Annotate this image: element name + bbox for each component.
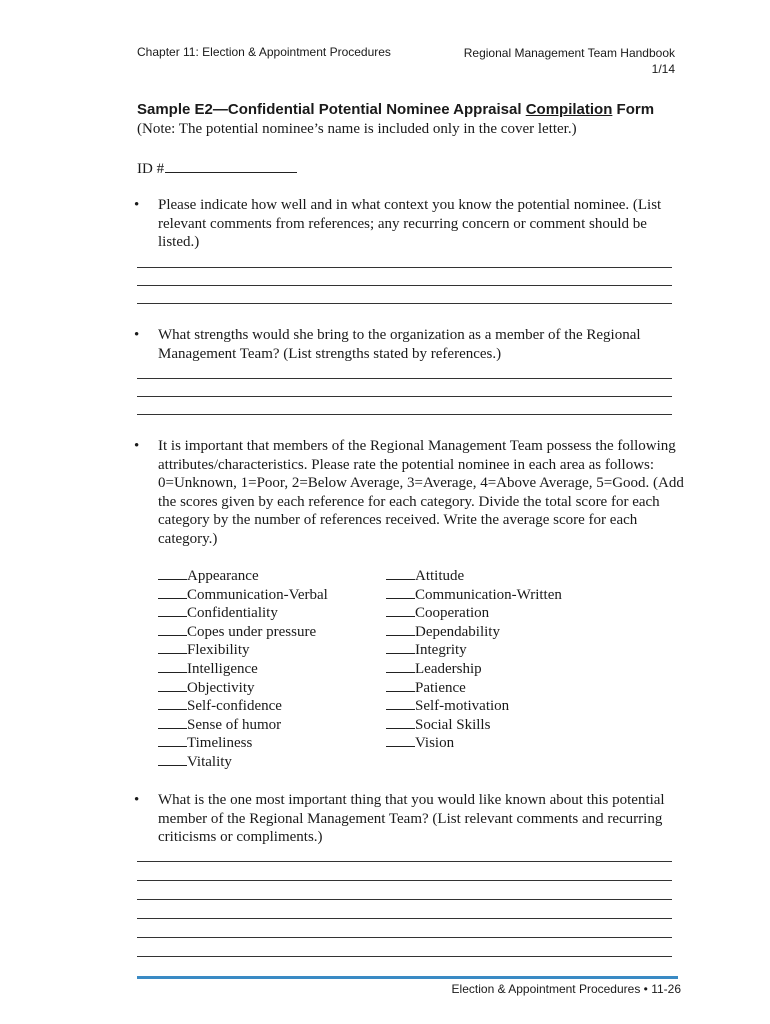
attribute-label: Copes under pressure bbox=[187, 623, 317, 640]
footer-text: Election & Appointment Procedures • 11-26 bbox=[451, 982, 681, 996]
attribute-label: Flexibility bbox=[187, 642, 250, 659]
attribute-row bbox=[386, 697, 562, 716]
footer-divider bbox=[137, 976, 678, 979]
attribute-label: Confidentiality bbox=[187, 605, 278, 622]
attribute-label: Communication-Verbal bbox=[187, 586, 328, 603]
attributes-left-column bbox=[158, 567, 328, 772]
title-suffix: Form bbox=[612, 101, 655, 118]
score-blank[interactable] bbox=[158, 734, 187, 747]
attribute-row bbox=[158, 716, 328, 735]
score-blank[interactable] bbox=[386, 679, 415, 692]
attribute-label: Communication-Written bbox=[415, 586, 562, 603]
answer-line[interactable] bbox=[137, 918, 672, 919]
answer-line[interactable] bbox=[137, 396, 672, 397]
score-blank[interactable] bbox=[158, 679, 187, 692]
score-blank[interactable] bbox=[386, 734, 415, 747]
answer-line[interactable] bbox=[137, 267, 672, 268]
attribute-label: Dependability bbox=[415, 623, 500, 640]
handbook-header bbox=[464, 45, 675, 77]
score-blank[interactable] bbox=[386, 641, 415, 654]
handbook-title: Regional Management Team Handbook bbox=[463, 46, 675, 60]
answer-line[interactable] bbox=[137, 899, 672, 900]
score-blank[interactable] bbox=[158, 586, 187, 599]
bullet-icon: • bbox=[134, 197, 140, 213]
score-blank[interactable] bbox=[158, 697, 187, 710]
bullet-icon: • bbox=[134, 327, 140, 343]
attribute-row bbox=[158, 734, 328, 753]
question-2-text: What strengths would she bring to the organization as a member of the Regional Management Team? (List strengths stated by references.) bbox=[158, 327, 641, 362]
score-blank[interactable] bbox=[158, 623, 187, 636]
attribute-label: Self-motivation bbox=[415, 698, 510, 715]
attribute-row bbox=[386, 641, 562, 660]
score-blank[interactable] bbox=[158, 753, 187, 766]
question-3 bbox=[134, 437, 685, 548]
attribute-row bbox=[158, 753, 328, 772]
attribute-row bbox=[158, 623, 328, 642]
score-blank[interactable] bbox=[158, 567, 187, 580]
question-1 bbox=[134, 196, 685, 252]
score-blank[interactable] bbox=[386, 604, 415, 617]
score-blank[interactable] bbox=[386, 567, 415, 580]
chapter-header: Chapter 11: Election & Appointment Procedures bbox=[137, 45, 391, 59]
attribute-label: Timeliness bbox=[187, 735, 253, 752]
attribute-label: Leadership bbox=[415, 660, 482, 677]
attribute-row bbox=[386, 734, 562, 753]
answer-line[interactable] bbox=[137, 414, 672, 415]
attribute-label: Vitality bbox=[187, 753, 232, 770]
attribute-label: Social Skills bbox=[415, 716, 491, 733]
question-2 bbox=[134, 326, 685, 363]
page-number: 1/14 bbox=[651, 62, 675, 76]
answer-line[interactable] bbox=[137, 303, 672, 304]
attribute-label: Attitude bbox=[415, 568, 465, 584]
attribute-label: Sense of humor bbox=[187, 716, 282, 733]
attribute-label: Self-confidence bbox=[187, 698, 282, 715]
answer-line[interactable] bbox=[137, 937, 672, 938]
attribute-row bbox=[158, 697, 328, 716]
question-4-text: What is the one most important thing that you would like known about this potential member of the Regional Management Team? (List relevant comments and recurring criticisms or compliments.) bbox=[158, 792, 665, 845]
attribute-row bbox=[386, 586, 562, 605]
answer-line[interactable] bbox=[137, 880, 672, 881]
answer-line[interactable] bbox=[137, 285, 672, 286]
score-blank[interactable] bbox=[158, 641, 187, 654]
score-blank[interactable] bbox=[158, 660, 187, 673]
attribute-row bbox=[158, 660, 328, 679]
attribute-row bbox=[158, 586, 328, 605]
question-3-text: It is important that members of the Regional Management Team possess the following attributes/characteristics. Please rate the potential nominee in each area as follows: 0=Unknown, 1=Poor, 2=Below Average, 3=Average, 4=Above Average, 5=Good. (Add the scores given by each reference for each category. Divide the total score for each category by the number of references received. Write the average score for each category.) bbox=[158, 438, 684, 547]
score-blank[interactable] bbox=[386, 697, 415, 710]
answer-line[interactable] bbox=[137, 378, 672, 379]
attribute-label: Intelligence bbox=[187, 660, 258, 677]
score-blank[interactable] bbox=[386, 623, 415, 636]
attribute-row bbox=[386, 679, 562, 698]
attribute-label: Integrity bbox=[415, 642, 467, 659]
attribute-row bbox=[386, 660, 562, 679]
attribute-row bbox=[386, 567, 562, 586]
attribute-row bbox=[386, 716, 562, 735]
score-blank[interactable] bbox=[158, 716, 187, 729]
attribute-row bbox=[158, 641, 328, 660]
id-label: ID # bbox=[137, 161, 165, 177]
question-1-text: Please indicate how well and in what context you know the potential nominee. (List relevant comments from references; any recurring concern or comment should be listed.) bbox=[158, 197, 662, 250]
id-field bbox=[137, 158, 297, 178]
score-blank[interactable] bbox=[386, 716, 415, 729]
score-blank[interactable] bbox=[158, 604, 187, 617]
question-4 bbox=[134, 791, 685, 847]
bullet-icon: • bbox=[134, 792, 140, 808]
attribute-row bbox=[386, 604, 562, 623]
attribute-row bbox=[158, 679, 328, 698]
attribute-label: Vision bbox=[415, 735, 455, 752]
attribute-label: Patience bbox=[415, 679, 466, 696]
bullet-icon: • bbox=[134, 438, 140, 454]
score-blank[interactable] bbox=[386, 660, 415, 673]
attribute-label: Cooperation bbox=[415, 605, 490, 622]
title-prefix: Sample E2—Confidential Potential Nominee Appraisal bbox=[137, 101, 526, 118]
title-underlined-word: Compilation bbox=[525, 101, 613, 118]
attribute-label: Appearance bbox=[187, 568, 259, 584]
form-title bbox=[137, 101, 654, 118]
answer-line[interactable] bbox=[137, 861, 672, 862]
id-blank-line[interactable] bbox=[165, 158, 297, 173]
attribute-row bbox=[386, 623, 562, 642]
answer-line[interactable] bbox=[137, 956, 672, 957]
form-note: (Note: The potential nominee’s name is included only in the cover letter.) bbox=[137, 121, 577, 137]
score-blank[interactable] bbox=[386, 586, 415, 599]
attribute-label: Objectivity bbox=[187, 679, 255, 696]
attribute-row bbox=[158, 567, 328, 586]
attributes-right-column bbox=[386, 567, 562, 753]
attribute-row bbox=[158, 604, 328, 623]
